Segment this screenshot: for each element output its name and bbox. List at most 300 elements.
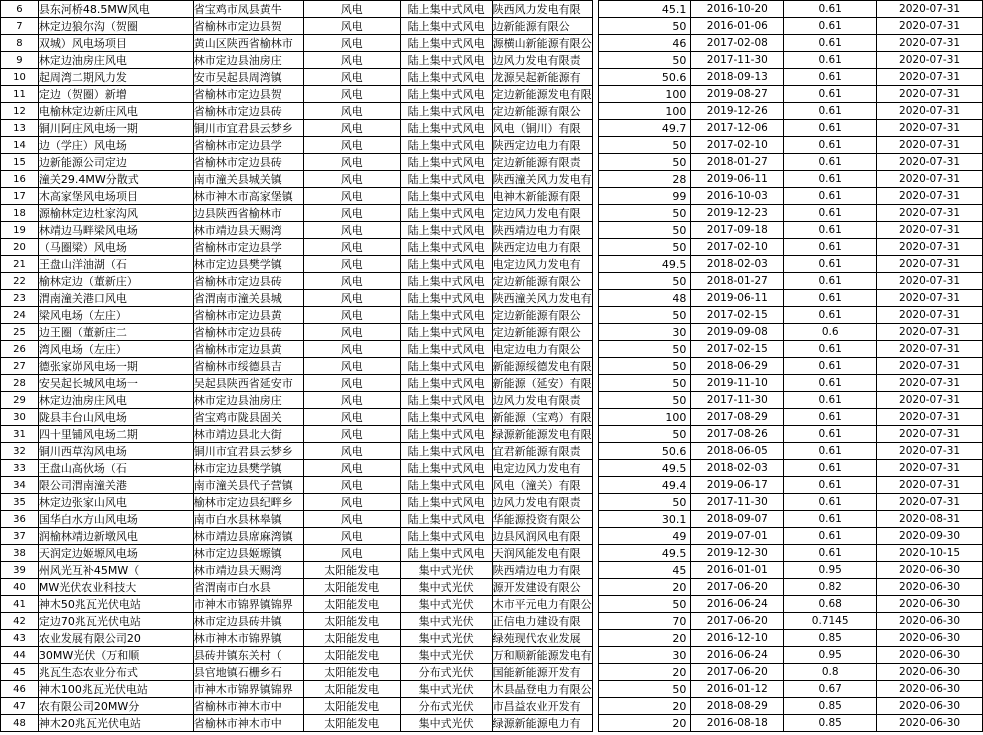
location-cell[interactable] [193, 596, 303, 613]
owner-cell[interactable] [492, 613, 592, 630]
project-mode-cell[interactable]: 集中式光伏 [400, 562, 492, 579]
location-cell[interactable] [193, 35, 303, 52]
row-number-cell[interactable]: 47 [1, 698, 39, 715]
row-number-cell[interactable]: 43 [1, 630, 39, 647]
capacity-cell[interactable]: 49.4 [598, 477, 691, 494]
grid-date-cell[interactable]: 2018-01-27 [691, 273, 784, 290]
project-mode-cell[interactable]: 陆上集中式风电 [400, 239, 492, 256]
energy-type-cell[interactable]: 太阳能发电 [303, 562, 400, 579]
grid-date-cell[interactable]: 2018-02-03 [691, 256, 784, 273]
capacity-cell[interactable]: 49.7 [598, 120, 691, 137]
grid-date-cell[interactable]: 2016-01-12 [691, 681, 784, 698]
row-number-cell[interactable]: 35 [1, 494, 39, 511]
location-cell[interactable] [193, 426, 303, 443]
grid-date-cell[interactable]: 2019-11-10 [691, 375, 784, 392]
energy-type-cell[interactable]: 风电 [303, 375, 400, 392]
end-date-cell[interactable]: 2020-07-31 [877, 18, 983, 35]
grid-date-cell[interactable]: 2019-07-01 [691, 528, 784, 545]
location-cell[interactable] [193, 681, 303, 698]
grid-date-cell[interactable]: 2017-12-06 [691, 120, 784, 137]
energy-type-cell[interactable]: 风电 [303, 239, 400, 256]
project-mode-cell[interactable]: 陆上集中式风电 [400, 205, 492, 222]
energy-type-cell[interactable]: 风电 [303, 86, 400, 103]
row-number-cell[interactable]: 25 [1, 324, 39, 341]
capacity-cell[interactable]: 30 [598, 647, 691, 664]
grid-date-cell[interactable]: 2018-06-05 [691, 443, 784, 460]
project-mode-cell[interactable]: 集中式光伏 [400, 630, 492, 647]
price-cell[interactable]: 0.61 [784, 341, 877, 358]
owner-cell[interactable] [492, 426, 592, 443]
project-mode-cell[interactable]: 集中式光伏 [400, 715, 492, 732]
grid-date-cell[interactable]: 2017-06-20 [691, 579, 784, 596]
owner-cell[interactable] [492, 375, 592, 392]
price-cell[interactable]: 0.61 [784, 528, 877, 545]
owner-cell[interactable] [492, 460, 592, 477]
capacity-cell[interactable]: 49.5 [598, 256, 691, 273]
price-cell[interactable]: 0.61 [784, 358, 877, 375]
project-name-cell[interactable] [38, 715, 193, 732]
end-date-cell[interactable]: 2020-07-31 [877, 239, 983, 256]
end-date-cell[interactable]: 2020-06-30 [877, 698, 983, 715]
project-name-cell[interactable] [38, 409, 193, 426]
row-number-cell[interactable]: 16 [1, 171, 39, 188]
end-date-cell[interactable]: 2020-07-31 [877, 188, 983, 205]
project-mode-cell[interactable]: 分布式光伏 [400, 664, 492, 681]
price-cell[interactable]: 0.85 [784, 715, 877, 732]
owner-cell[interactable] [492, 307, 592, 324]
location-cell[interactable] [193, 52, 303, 69]
project-name-cell[interactable] [38, 171, 193, 188]
capacity-cell[interactable]: 50 [598, 341, 691, 358]
price-cell[interactable]: 0.61 [784, 290, 877, 307]
row-number-cell[interactable]: 23 [1, 290, 39, 307]
end-date-cell[interactable]: 2020-07-31 [877, 426, 983, 443]
price-cell[interactable]: 0.61 [784, 103, 877, 120]
project-name-cell[interactable] [38, 120, 193, 137]
row-number-cell[interactable]: 20 [1, 239, 39, 256]
project-mode-cell[interactable]: 陆上集中式风电 [400, 18, 492, 35]
energy-type-cell[interactable]: 风电 [303, 222, 400, 239]
owner-cell[interactable] [492, 154, 592, 171]
grid-date-cell[interactable]: 2016-12-10 [691, 630, 784, 647]
capacity-cell[interactable]: 50 [598, 426, 691, 443]
energy-type-cell[interactable]: 风电 [303, 103, 400, 120]
location-cell[interactable] [193, 103, 303, 120]
location-cell[interactable] [193, 715, 303, 732]
grid-date-cell[interactable]: 2016-01-06 [691, 18, 784, 35]
price-cell[interactable]: 0.61 [784, 477, 877, 494]
project-name-cell[interactable] [38, 69, 193, 86]
grid-date-cell[interactable]: 2019-06-11 [691, 171, 784, 188]
project-name-cell[interactable] [38, 681, 193, 698]
capacity-cell[interactable]: 100 [598, 86, 691, 103]
owner-cell[interactable] [492, 579, 592, 596]
project-mode-cell[interactable]: 陆上集中式风电 [400, 443, 492, 460]
end-date-cell[interactable]: 2020-07-31 [877, 256, 983, 273]
end-date-cell[interactable]: 2020-06-30 [877, 681, 983, 698]
price-cell[interactable]: 0.61 [784, 239, 877, 256]
row-number-cell[interactable]: 39 [1, 562, 39, 579]
owner-cell[interactable] [492, 443, 592, 460]
price-cell[interactable]: 0.95 [784, 562, 877, 579]
project-name-cell[interactable] [38, 307, 193, 324]
capacity-cell[interactable]: 45 [598, 562, 691, 579]
energy-type-cell[interactable]: 太阳能发电 [303, 596, 400, 613]
row-number-cell[interactable]: 11 [1, 86, 39, 103]
end-date-cell[interactable]: 2020-06-30 [877, 715, 983, 732]
row-number-cell[interactable]: 12 [1, 103, 39, 120]
end-date-cell[interactable]: 2020-06-30 [877, 596, 983, 613]
grid-date-cell[interactable]: 2019-12-26 [691, 103, 784, 120]
grid-date-cell[interactable]: 2016-10-03 [691, 188, 784, 205]
price-cell[interactable]: 0.61 [784, 52, 877, 69]
project-name-cell[interactable] [38, 630, 193, 647]
project-mode-cell[interactable]: 集中式光伏 [400, 681, 492, 698]
capacity-cell[interactable]: 70 [598, 613, 691, 630]
project-name-cell[interactable] [38, 460, 193, 477]
location-cell[interactable] [193, 630, 303, 647]
owner-cell[interactable] [492, 664, 592, 681]
row-number-cell[interactable]: 31 [1, 426, 39, 443]
capacity-cell[interactable]: 50 [598, 596, 691, 613]
project-name-cell[interactable] [38, 239, 193, 256]
location-cell[interactable] [193, 375, 303, 392]
project-mode-cell[interactable]: 陆上集中式风电 [400, 222, 492, 239]
end-date-cell[interactable]: 2020-06-30 [877, 664, 983, 681]
energy-type-cell[interactable]: 风电 [303, 120, 400, 137]
location-cell[interactable] [193, 460, 303, 477]
location-cell[interactable] [193, 494, 303, 511]
project-mode-cell[interactable]: 集中式光伏 [400, 647, 492, 664]
capacity-cell[interactable]: 50 [598, 239, 691, 256]
end-date-cell[interactable]: 2020-07-31 [877, 477, 983, 494]
end-date-cell[interactable]: 2020-07-31 [877, 494, 983, 511]
end-date-cell[interactable]: 2020-08-31 [877, 511, 983, 528]
energy-type-cell[interactable]: 风电 [303, 443, 400, 460]
project-name-cell[interactable] [38, 52, 193, 69]
owner-cell[interactable] [492, 630, 592, 647]
capacity-cell[interactable]: 46 [598, 35, 691, 52]
row-number-cell[interactable]: 21 [1, 256, 39, 273]
price-cell[interactable]: 0.61 [784, 273, 877, 290]
location-cell[interactable] [193, 239, 303, 256]
location-cell[interactable] [193, 613, 303, 630]
owner-cell[interactable] [492, 647, 592, 664]
project-name-cell[interactable] [38, 188, 193, 205]
price-cell[interactable]: 0.61 [784, 460, 877, 477]
energy-type-cell[interactable]: 风电 [303, 137, 400, 154]
project-name-cell[interactable] [38, 137, 193, 154]
energy-type-cell[interactable]: 太阳能发电 [303, 681, 400, 698]
row-number-cell[interactable]: 19 [1, 222, 39, 239]
project-name-cell[interactable] [38, 562, 193, 579]
grid-date-cell[interactable]: 2016-06-24 [691, 596, 784, 613]
capacity-cell[interactable]: 100 [598, 103, 691, 120]
grid-date-cell[interactable]: 2017-11-30 [691, 52, 784, 69]
grid-date-cell[interactable]: 2017-06-20 [691, 664, 784, 681]
location-cell[interactable] [193, 358, 303, 375]
row-number-cell[interactable]: 22 [1, 273, 39, 290]
price-cell[interactable]: 0.61 [784, 409, 877, 426]
location-cell[interactable] [193, 477, 303, 494]
end-date-cell[interactable]: 2020-10-15 [877, 545, 983, 562]
project-mode-cell[interactable]: 集中式光伏 [400, 579, 492, 596]
grid-date-cell[interactable]: 2017-08-29 [691, 409, 784, 426]
location-cell[interactable] [193, 120, 303, 137]
energy-type-cell[interactable]: 太阳能发电 [303, 630, 400, 647]
price-cell[interactable]: 0.61 [784, 443, 877, 460]
location-cell[interactable] [193, 205, 303, 222]
price-cell[interactable]: 0.61 [784, 69, 877, 86]
price-cell[interactable]: 0.67 [784, 681, 877, 698]
energy-type-cell[interactable]: 太阳能发电 [303, 647, 400, 664]
end-date-cell[interactable]: 2020-07-31 [877, 222, 983, 239]
location-cell[interactable] [193, 18, 303, 35]
project-name-cell[interactable] [38, 1, 193, 18]
grid-date-cell[interactable]: 2017-06-20 [691, 613, 784, 630]
price-cell[interactable]: 0.61 [784, 545, 877, 562]
project-mode-cell[interactable]: 陆上集中式风电 [400, 273, 492, 290]
energy-type-cell[interactable]: 风电 [303, 69, 400, 86]
row-number-cell[interactable]: 36 [1, 511, 39, 528]
owner-cell[interactable] [492, 715, 592, 732]
price-cell[interactable]: 0.61 [784, 222, 877, 239]
price-cell[interactable]: 0.61 [784, 375, 877, 392]
project-mode-cell[interactable]: 陆上集中式风电 [400, 426, 492, 443]
owner-cell[interactable] [492, 528, 592, 545]
project-mode-cell[interactable]: 陆上集中式风电 [400, 137, 492, 154]
end-date-cell[interactable]: 2020-07-31 [877, 409, 983, 426]
energy-type-cell[interactable]: 风电 [303, 494, 400, 511]
location-cell[interactable] [193, 222, 303, 239]
owner-cell[interactable] [492, 69, 592, 86]
price-cell[interactable]: 0.61 [784, 494, 877, 511]
price-cell[interactable]: 0.61 [784, 171, 877, 188]
row-number-cell[interactable]: 28 [1, 375, 39, 392]
project-mode-cell[interactable]: 陆上集中式风电 [400, 154, 492, 171]
owner-cell[interactable] [492, 494, 592, 511]
end-date-cell[interactable]: 2020-07-31 [877, 460, 983, 477]
price-cell[interactable]: 0.6 [784, 324, 877, 341]
grid-date-cell[interactable]: 2019-06-11 [691, 290, 784, 307]
price-cell[interactable]: 0.85 [784, 698, 877, 715]
owner-cell[interactable] [492, 171, 592, 188]
energy-type-cell[interactable]: 太阳能发电 [303, 698, 400, 715]
energy-type-cell[interactable]: 风电 [303, 545, 400, 562]
project-name-cell[interactable] [38, 664, 193, 681]
row-number-cell[interactable]: 41 [1, 596, 39, 613]
project-name-cell[interactable] [38, 392, 193, 409]
capacity-cell[interactable]: 50 [598, 154, 691, 171]
end-date-cell[interactable]: 2020-07-31 [877, 86, 983, 103]
capacity-cell[interactable]: 50.6 [598, 69, 691, 86]
end-date-cell[interactable]: 2020-06-30 [877, 613, 983, 630]
row-number-cell[interactable]: 13 [1, 120, 39, 137]
capacity-cell[interactable]: 49.5 [598, 460, 691, 477]
grid-date-cell[interactable]: 2018-09-07 [691, 511, 784, 528]
price-cell[interactable]: 0.82 [784, 579, 877, 596]
grid-date-cell[interactable]: 2016-08-18 [691, 715, 784, 732]
energy-type-cell[interactable]: 风电 [303, 477, 400, 494]
project-mode-cell[interactable]: 陆上集中式风电 [400, 392, 492, 409]
project-name-cell[interactable] [38, 86, 193, 103]
price-cell[interactable]: 0.8 [784, 664, 877, 681]
grid-date-cell[interactable]: 2018-01-27 [691, 154, 784, 171]
end-date-cell[interactable]: 2020-07-31 [877, 443, 983, 460]
project-mode-cell[interactable]: 陆上集中式风电 [400, 188, 492, 205]
owner-cell[interactable] [492, 681, 592, 698]
row-number-cell[interactable]: 24 [1, 307, 39, 324]
capacity-cell[interactable]: 50.6 [598, 443, 691, 460]
end-date-cell[interactable]: 2020-07-31 [877, 52, 983, 69]
capacity-cell[interactable]: 50 [598, 392, 691, 409]
capacity-cell[interactable]: 50 [598, 375, 691, 392]
location-cell[interactable] [193, 647, 303, 664]
grid-date-cell[interactable]: 2019-12-23 [691, 205, 784, 222]
row-number-cell[interactable]: 42 [1, 613, 39, 630]
location-cell[interactable] [193, 86, 303, 103]
project-mode-cell[interactable]: 陆上集中式风电 [400, 103, 492, 120]
price-cell[interactable]: 0.61 [784, 154, 877, 171]
location-cell[interactable] [193, 545, 303, 562]
grid-date-cell[interactable]: 2017-02-10 [691, 239, 784, 256]
project-name-cell[interactable] [38, 426, 193, 443]
location-cell[interactable] [193, 409, 303, 426]
capacity-cell[interactable]: 50 [598, 273, 691, 290]
owner-cell[interactable] [492, 273, 592, 290]
row-number-cell[interactable]: 8 [1, 35, 39, 52]
owner-cell[interactable] [492, 324, 592, 341]
capacity-cell[interactable]: 50 [598, 18, 691, 35]
row-number-cell[interactable]: 44 [1, 647, 39, 664]
location-cell[interactable] [193, 307, 303, 324]
project-mode-cell[interactable]: 分布式光伏 [400, 698, 492, 715]
project-name-cell[interactable] [38, 103, 193, 120]
end-date-cell[interactable]: 2020-09-30 [877, 528, 983, 545]
grid-date-cell[interactable]: 2018-08-29 [691, 698, 784, 715]
energy-type-cell[interactable]: 风电 [303, 171, 400, 188]
project-mode-cell[interactable]: 集中式光伏 [400, 613, 492, 630]
end-date-cell[interactable]: 2020-07-31 [877, 341, 983, 358]
project-name-cell[interactable] [38, 443, 193, 460]
capacity-cell[interactable]: 48 [598, 290, 691, 307]
location-cell[interactable] [193, 528, 303, 545]
project-mode-cell[interactable]: 陆上集中式风电 [400, 477, 492, 494]
owner-cell[interactable] [492, 86, 592, 103]
owner-cell[interactable] [492, 545, 592, 562]
grid-date-cell[interactable]: 2016-10-20 [691, 1, 784, 18]
energy-type-cell[interactable]: 风电 [303, 528, 400, 545]
row-number-cell[interactable]: 30 [1, 409, 39, 426]
row-number-cell[interactable]: 37 [1, 528, 39, 545]
owner-cell[interactable] [492, 562, 592, 579]
energy-type-cell[interactable]: 风电 [303, 426, 400, 443]
energy-type-cell[interactable]: 太阳能发电 [303, 715, 400, 732]
price-cell[interactable]: 0.61 [784, 426, 877, 443]
owner-cell[interactable] [492, 596, 592, 613]
price-cell[interactable]: 0.85 [784, 630, 877, 647]
end-date-cell[interactable]: 2020-06-30 [877, 630, 983, 647]
owner-cell[interactable] [492, 188, 592, 205]
capacity-cell[interactable]: 99 [598, 188, 691, 205]
capacity-cell[interactable]: 20 [598, 579, 691, 596]
price-cell[interactable]: 0.61 [784, 1, 877, 18]
project-mode-cell[interactable]: 陆上集中式风电 [400, 528, 492, 545]
project-mode-cell[interactable]: 陆上集中式风电 [400, 375, 492, 392]
project-name-cell[interactable] [38, 290, 193, 307]
location-cell[interactable] [193, 664, 303, 681]
energy-type-cell[interactable]: 太阳能发电 [303, 579, 400, 596]
row-number-cell[interactable]: 10 [1, 69, 39, 86]
project-mode-cell[interactable]: 陆上集中式风电 [400, 324, 492, 341]
price-cell[interactable]: 0.68 [784, 596, 877, 613]
row-number-cell[interactable]: 46 [1, 681, 39, 698]
end-date-cell[interactable]: 2020-07-31 [877, 273, 983, 290]
end-date-cell[interactable]: 2020-06-30 [877, 579, 983, 596]
capacity-cell[interactable]: 20 [598, 630, 691, 647]
energy-type-cell[interactable]: 风电 [303, 188, 400, 205]
owner-cell[interactable] [492, 477, 592, 494]
end-date-cell[interactable]: 2020-07-31 [877, 35, 983, 52]
energy-type-cell[interactable]: 风电 [303, 460, 400, 477]
price-cell[interactable]: 0.61 [784, 256, 877, 273]
owner-cell[interactable] [492, 256, 592, 273]
capacity-cell[interactable]: 50 [598, 52, 691, 69]
end-date-cell[interactable]: 2020-06-30 [877, 562, 983, 579]
owner-cell[interactable] [492, 103, 592, 120]
grid-date-cell[interactable]: 2016-01-01 [691, 562, 784, 579]
price-cell[interactable]: 0.95 [784, 647, 877, 664]
project-name-cell[interactable] [38, 579, 193, 596]
row-number-cell[interactable]: 17 [1, 188, 39, 205]
energy-type-cell[interactable]: 风电 [303, 256, 400, 273]
capacity-cell[interactable]: 50 [598, 222, 691, 239]
project-name-cell[interactable] [38, 647, 193, 664]
capacity-cell[interactable]: 20 [598, 664, 691, 681]
location-cell[interactable] [193, 171, 303, 188]
grid-date-cell[interactable]: 2017-02-10 [691, 137, 784, 154]
project-name-cell[interactable] [38, 375, 193, 392]
row-number-cell[interactable]: 38 [1, 545, 39, 562]
capacity-cell[interactable]: 50 [598, 137, 691, 154]
project-mode-cell[interactable]: 陆上集中式风电 [400, 171, 492, 188]
row-number-cell[interactable]: 33 [1, 460, 39, 477]
grid-date-cell[interactable]: 2017-09-18 [691, 222, 784, 239]
grid-date-cell[interactable]: 2018-02-03 [691, 460, 784, 477]
project-mode-cell[interactable]: 陆上集中式风电 [400, 460, 492, 477]
energy-type-cell[interactable]: 风电 [303, 324, 400, 341]
price-cell[interactable]: 0.61 [784, 205, 877, 222]
project-name-cell[interactable] [38, 545, 193, 562]
owner-cell[interactable] [492, 392, 592, 409]
project-name-cell[interactable] [38, 341, 193, 358]
end-date-cell[interactable]: 2020-07-31 [877, 290, 983, 307]
row-number-cell[interactable]: 7 [1, 18, 39, 35]
owner-cell[interactable] [492, 358, 592, 375]
row-number-cell[interactable]: 40 [1, 579, 39, 596]
location-cell[interactable] [193, 273, 303, 290]
row-number-cell[interactable]: 45 [1, 664, 39, 681]
project-name-cell[interactable] [38, 511, 193, 528]
price-cell[interactable]: 0.61 [784, 137, 877, 154]
project-mode-cell[interactable]: 陆上集中式风电 [400, 307, 492, 324]
capacity-cell[interactable]: 50 [598, 307, 691, 324]
energy-type-cell[interactable]: 风电 [303, 409, 400, 426]
owner-cell[interactable] [492, 52, 592, 69]
owner-cell[interactable] [492, 698, 592, 715]
owner-cell[interactable] [492, 137, 592, 154]
owner-cell[interactable] [492, 290, 592, 307]
